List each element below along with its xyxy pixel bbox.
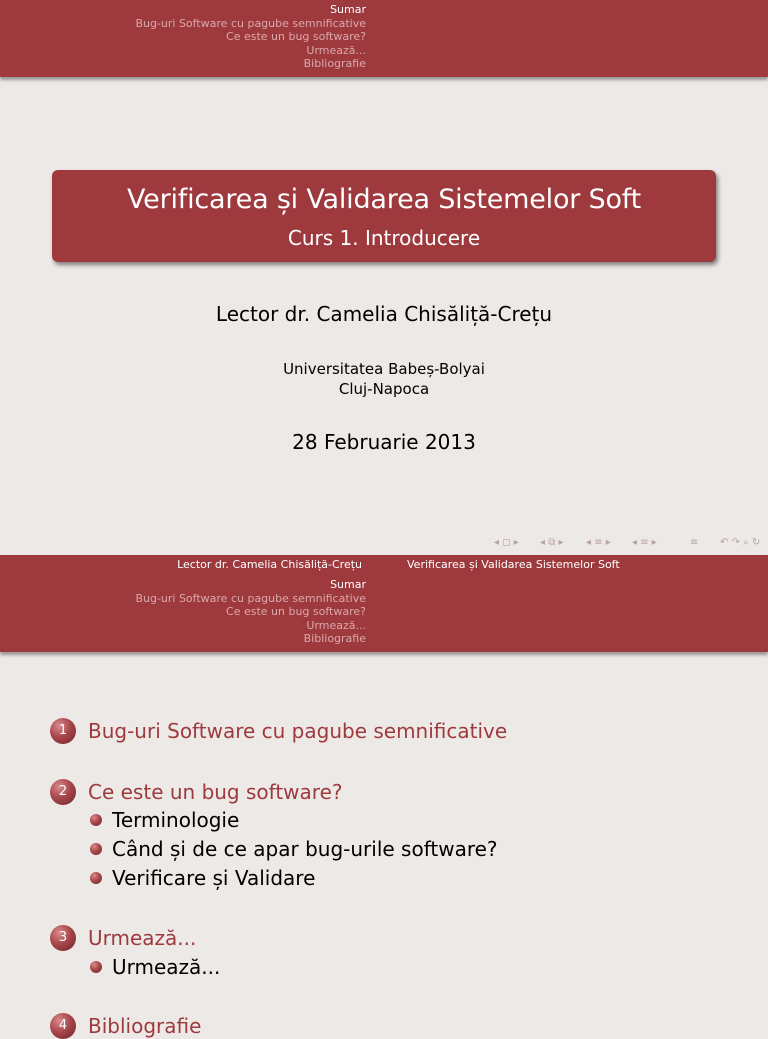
- section-navigation: [135, 578, 366, 646]
- subsection-nav-icon[interactable]: ◂ ⧉ ▸: [540, 537, 564, 548]
- presentation-title: Verificarea și Validarea Sistemelor Soft: [126, 184, 642, 215]
- nav-item-next[interactable]: Urmează...: [306, 618, 366, 632]
- toc-section-label: Ce este un bug software?: [88, 780, 343, 804]
- header-bar: [0, 0, 768, 77]
- outline-slide: [0, 555, 768, 1038]
- nav-item-sumar[interactable]: Sumar: [330, 3, 366, 16]
- title-block: [52, 170, 716, 262]
- section-navigation: [135, 3, 366, 71]
- city: Cluj-Napoca: [338, 380, 430, 398]
- bullet-icon: [90, 961, 102, 973]
- toc-section-label: Bibliografie: [88, 1014, 202, 1038]
- search-back-icon[interactable]: ↶ ↷ ⌕ ↻: [720, 537, 761, 548]
- author: Lector dr. Camelia Chisăliță-Crețu: [215, 302, 553, 326]
- presentation-subtitle: Curs 1. Introducere: [287, 226, 481, 250]
- bullet-icon: [90, 872, 102, 884]
- nav-item-what-is-bug[interactable]: Ce este un bug software?: [226, 605, 366, 619]
- section-number-ball: 3: [50, 925, 76, 951]
- toc-subsection-label: Verificare și Validare: [112, 866, 316, 890]
- document-nav-icon[interactable]: ◂ ≡ ▸: [632, 537, 657, 548]
- nav-item-what-is-bug[interactable]: Ce este un bug software?: [226, 30, 366, 44]
- section-number-ball: 4: [50, 1013, 76, 1039]
- frame-nav-icon[interactable]: ◂ ◻ ▸: [494, 537, 519, 548]
- nav-item-next[interactable]: Urmează...: [306, 43, 366, 57]
- section-number-ball: 1: [50, 718, 76, 744]
- institution: Universitatea Babeș-Bolyai: [283, 360, 485, 378]
- footer-title: Verificarea și Validarea Sistemelor Soft: [407, 558, 620, 571]
- toc-subsection-label: Terminologie: [112, 808, 240, 832]
- header-bar: [0, 555, 768, 652]
- toc-subsection-label: Când și de ce apar bug-urile software?: [112, 837, 498, 861]
- footer-author: Lector dr. Camelia Chisăliță-Crețu: [177, 558, 362, 571]
- nav-item-sumar[interactable]: Sumar: [330, 578, 366, 591]
- toc-section-label: Bug-uri Software cu pagube semnificative: [88, 719, 508, 743]
- nav-item-bugs[interactable]: Bug-uri Software cu pagube semnificative: [135, 16, 366, 30]
- bullet-icon: [90, 843, 102, 855]
- nav-item-bibliography[interactable]: Bibliografie: [303, 632, 366, 646]
- nav-item-bibliography[interactable]: Bibliografie: [303, 57, 366, 71]
- appendix-icon[interactable]: ≡: [690, 537, 699, 548]
- beamer-navigation-controls: [490, 535, 765, 551]
- institution-block: [0, 359, 768, 399]
- toc-subsection-label: Urmează...: [112, 955, 221, 979]
- section-nav-icon[interactable]: ◂ ≡ ▸: [586, 537, 611, 548]
- presentation-date: 28 Februarie 2013: [292, 430, 476, 454]
- nav-item-bugs[interactable]: Bug-uri Software cu pagube semnificative: [135, 591, 366, 605]
- toc-section-label: Urmează...: [88, 926, 197, 950]
- section-number-ball: 2: [50, 779, 76, 805]
- bullet-icon: [90, 814, 102, 826]
